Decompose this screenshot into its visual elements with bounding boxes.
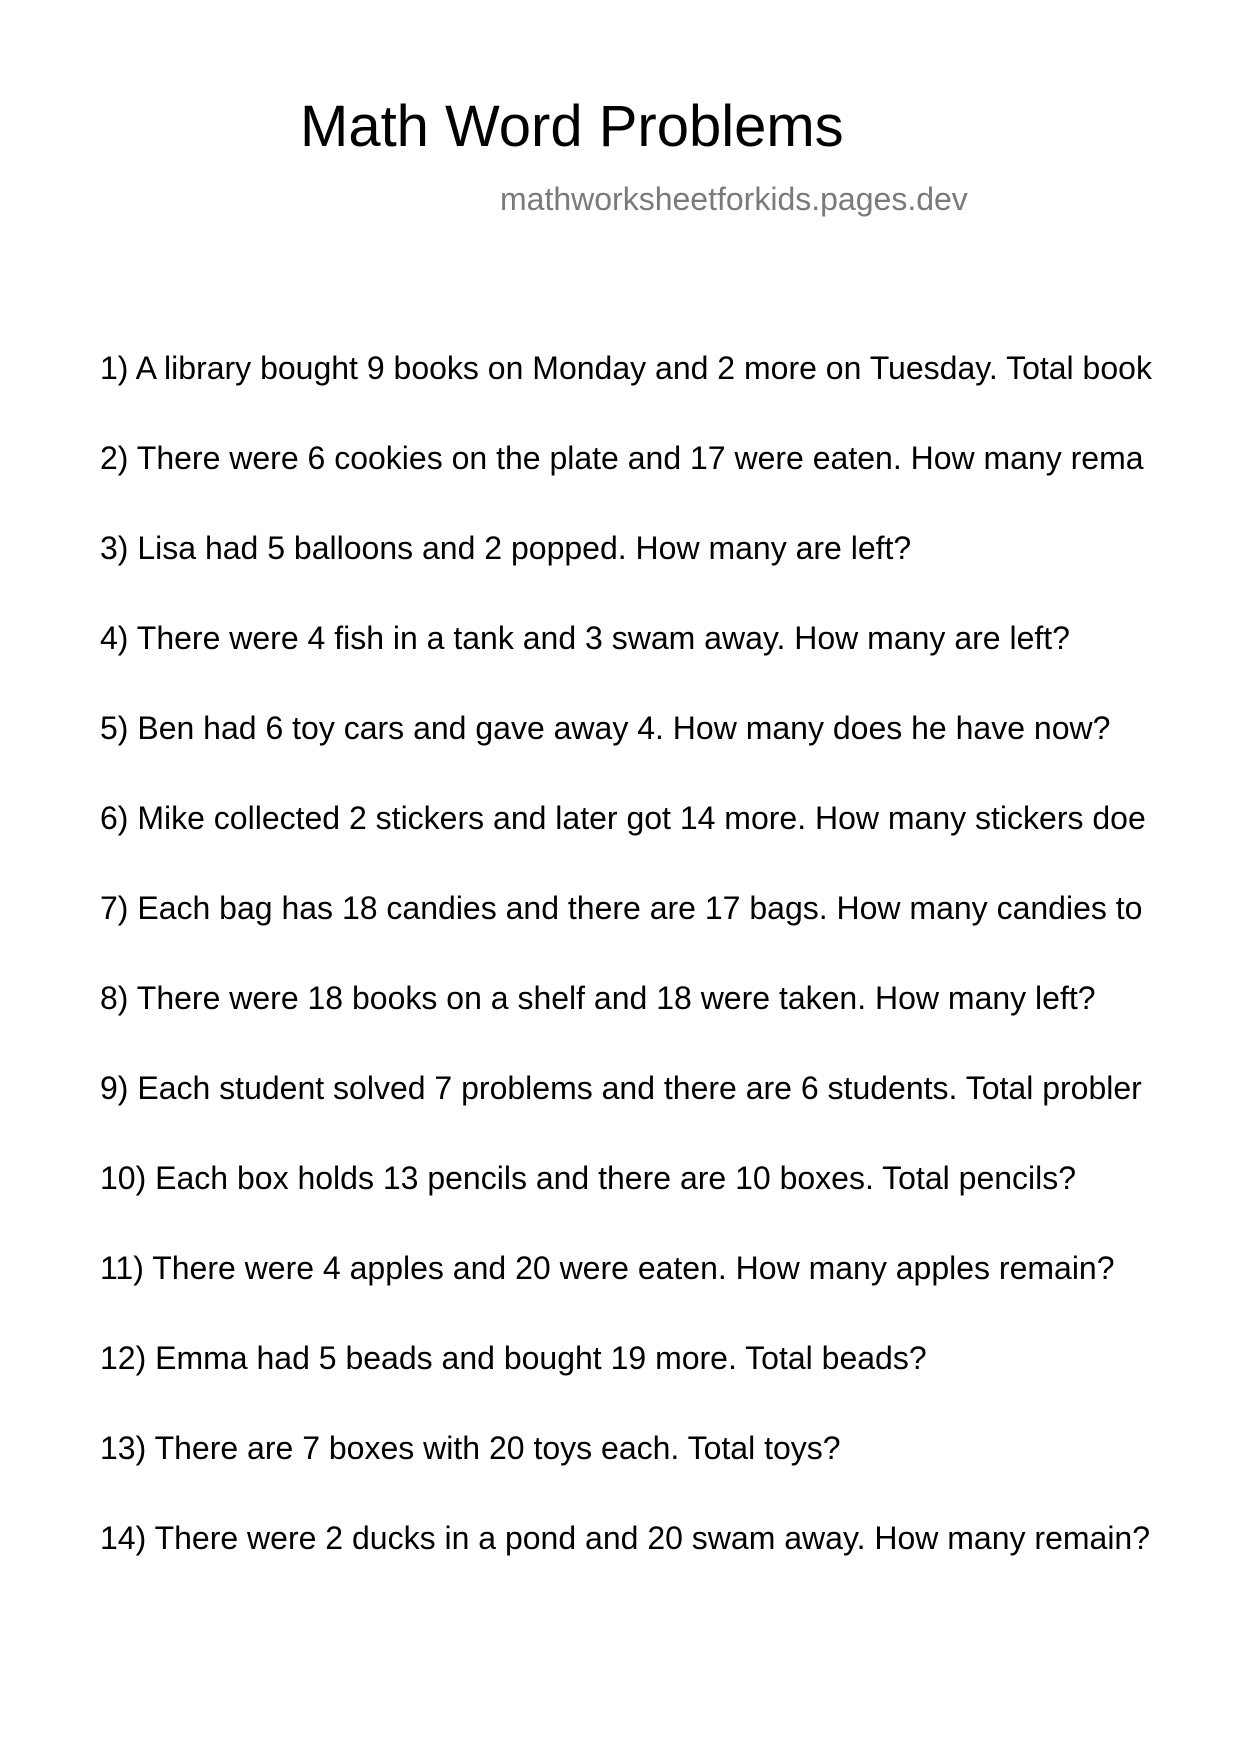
site-url: mathworksheetforkids.pages.dev <box>500 181 968 217</box>
problem-13: 13) There are 7 boxes with 20 toys each. Total toys? <box>100 1430 841 1466</box>
problem-14: 14) There were 2 ducks in a pond and 20 swam away. How many remain? <box>100 1520 1151 1556</box>
problem-10: 10) Each box holds 13 pencils and there are 10 boxes. Total pencils? <box>100 1160 1077 1196</box>
problem-7: 7) Each bag has 18 candies and there are 17 bags. How many candies to <box>100 890 1143 926</box>
problem-11: 11) There were 4 apples and 20 were eaten. How many apples remain? <box>100 1250 1115 1286</box>
problem-2: 2) There were 6 cookies on the plate and 17 were eaten. How many rema <box>100 440 1144 476</box>
problem-3: 3) Lisa had 5 balloons and 2 popped. How many are left? <box>100 530 912 566</box>
problem-list <box>100 350 1240 1610</box>
problem-12: 12) Emma had 5 beads and bought 19 more. Total beads? <box>100 1340 927 1376</box>
problem-4: 4) There were 4 fish in a tank and 3 swam away. How many are left? <box>100 620 1070 656</box>
problem-5: 5) Ben had 6 toy cars and gave away 4. How many does he have now? <box>100 710 1111 746</box>
page-title: Math Word Problems <box>300 94 844 159</box>
problem-1: 1) A library bought 9 books on Monday and 2 more on Tuesday. Total book <box>100 350 1152 386</box>
problem-9: 9) Each student solved 7 problems and there are 6 students. Total probler <box>100 1070 1142 1106</box>
problem-6: 6) Mike collected 2 stickers and later got 14 more. How many stickers doe <box>100 800 1146 836</box>
problem-8: 8) There were 18 books on a shelf and 18 were taken. How many left? <box>100 980 1096 1016</box>
